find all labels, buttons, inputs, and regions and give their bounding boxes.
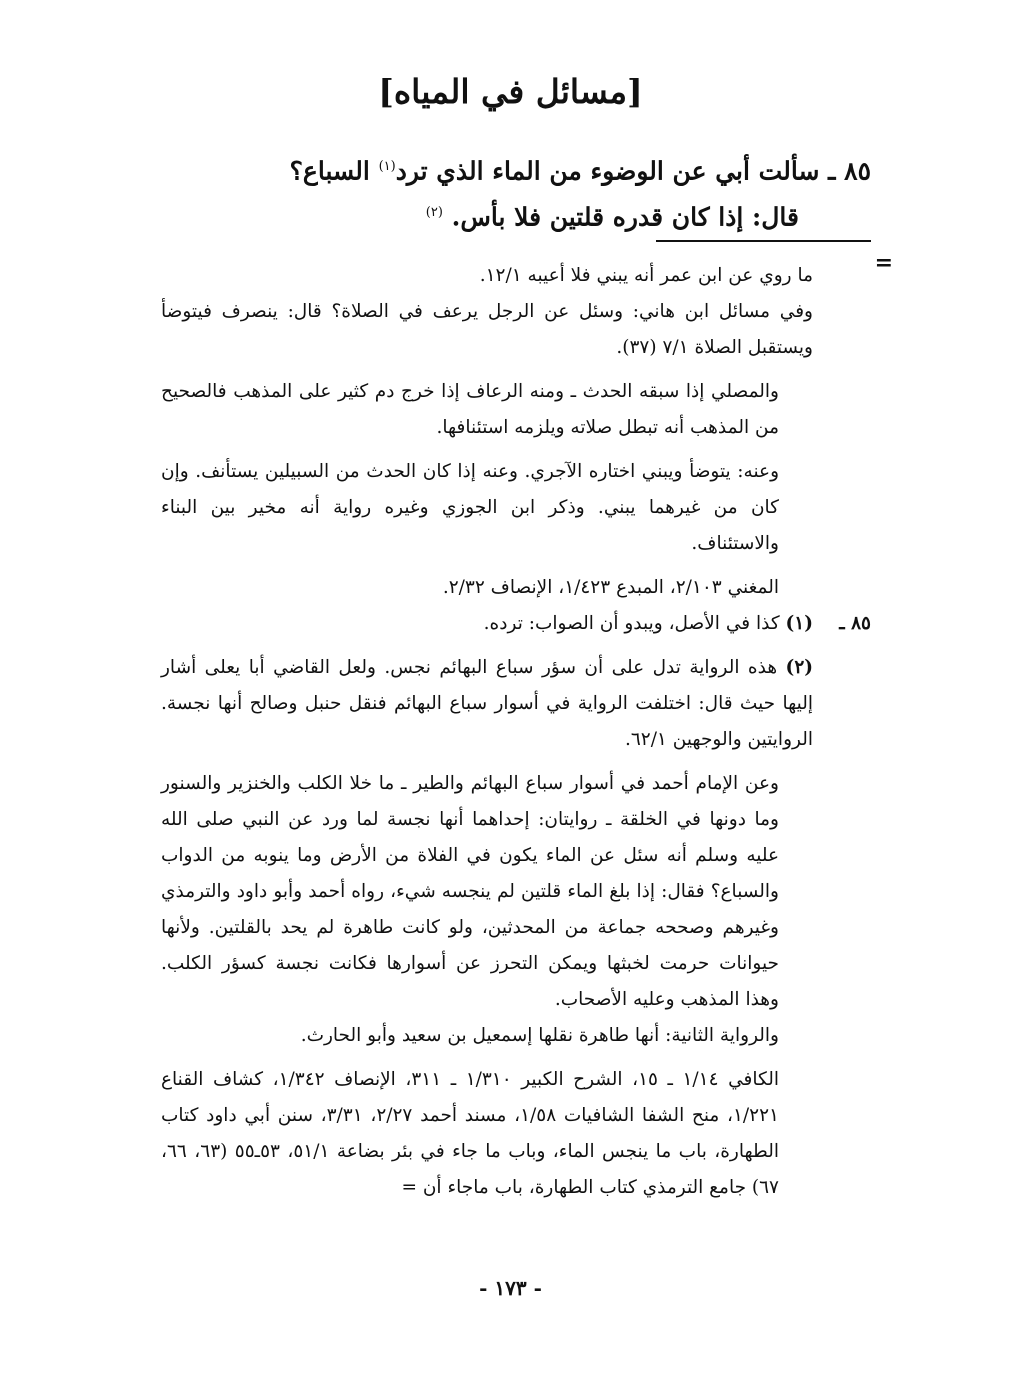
footnote-cont-line-5: المغني ٢/١٠٣، المبدع ١/٤٢٣، الإنصاف ٢/٣٢.: [442, 577, 779, 598]
footnote-1: [161, 606, 871, 642]
continuation-mark: =: [874, 250, 893, 276]
question-text-before: سألت أبي عن الوضوء من الماء الذي ترد: [395, 156, 820, 186]
footnotes-block: [161, 258, 871, 1206]
page-number: - ١٧٣ -: [479, 1276, 542, 1300]
footnote-2-paragraph-4: الكافي ١/١٤ ـ ١٥، الشرح الكبير ١/٣١٠ ـ ٣١١، الإنصاف ١/٣٤٢، كشاف القناع ١/٢٢١، منح الشفا الشافيات ١/٥٨، مسند أحمد ٢/٢٧، ٣/٣١، سنن أبي داود كتاب الطهارة، باب ما ينجس الماء، وباب ما جاء في بئر بضاعة ٥١/١، ٥٣ـ٥٥ (٦٣، ٦٦، ٦٧) جامع الترمذي كتاب الطهارة، باب ماجاء أن =: [161, 1069, 779, 1198]
footnote-cont-line-3: والمصلي إذا سبقه الحدث ـ ومنه الرعاف إذا خرج دم كثير على المذهب فالصحيح من المذهب أنه تبطل صلاته ويلزمه استئنافها.: [161, 381, 779, 438]
footnote-2: [161, 650, 813, 758]
footnote-ref-2: (٢): [425, 205, 443, 221]
answer-line: [151, 192, 871, 238]
footnote-2-paragraph-2: وعن الإمام أحمد في أسوار سباع البهائم والطير ـ ما خلا الكلب والخنزير والسنور وما دونها في الخلقة ـ روايتان: إحداهما أنها نجسة لما ورد عن النبي صلى الله عليه وسلم أنه سئل عن الماء يكون في الفلاة من الأرض وما ينوبه من الدواب والسباع؟ فقال: إذا بلغ الماء قلتين لم ينجسه شيء، رواه أحمد وأبو داود والترمذي وغيرهم وصححه جماعة من المحدثين، ولو كانت طاهرة لم يحد بالقلتين. ولأنها حيوانات حرمت لخبثها ويمكن التحرز عن أسوارها فكانت نجسة كسؤر الكلب. وهذا المذهب وعليه الأصحاب.: [161, 773, 779, 1010]
footnote-cont-line-1: ما روي عن ابن عمر أنه يبني فلا أعيبه ١٢/١.: [479, 265, 813, 286]
chapter-title: [مسائل في المياه]: [378, 72, 643, 111]
footnote-2-number: (٢): [785, 657, 814, 678]
footnote-ref-1: (١): [378, 159, 396, 174]
question-number: ٨٥ ـ: [828, 156, 871, 186]
footnote-cont-line-4: وعنه: يتوضأ ويبني اختاره الآجري. وعنه إذا كان الحدث من السبيلين يستأنف. وإن كان من غيرهما يبني. وذكر ابن الجوزي وغيره رواية أنه مخير بين البناء والاستئناف.: [161, 461, 779, 554]
question-text-after: السباع؟: [289, 156, 370, 186]
footnote-section-ref: ٨٥ ـ: [839, 613, 871, 634]
question-line: [151, 146, 871, 192]
footnote-2-paragraph-3: والرواية الثانية: أنها طاهرة نقلها إسمعيل بن سعيد وأبو الحارث.: [300, 1025, 779, 1046]
footnote-cont-line-2: وفي مسائل ابن هاني: وسئل عن الرجل يرعف في الصلاة؟ قال: ينصرف فيتوضأ ويستقبل الصلاة ٧/١ (٣٧).: [161, 301, 813, 358]
footnote-1-number: (١): [785, 613, 813, 634]
footnote-1-text: كذا في الأصل، ويبدو أن الصواب: ترده.: [483, 613, 780, 634]
main-question-block: [151, 146, 871, 239]
answer-text: قال: إذا كان قدره قلتين فلا بأس.: [451, 202, 799, 232]
footnote-2-text: هذه الرواية تدل على أن سؤر سباع البهائم نجس. ولعل القاضي أبا يعلى أشار إليها حيث قال: اختلفت الرواية في أسوار سباع البهائم فنقل حنبل وصالح أنها نجسة. الروايتين والوجهين ٦٢/١.: [161, 657, 813, 750]
footnote-separator: [656, 240, 871, 242]
